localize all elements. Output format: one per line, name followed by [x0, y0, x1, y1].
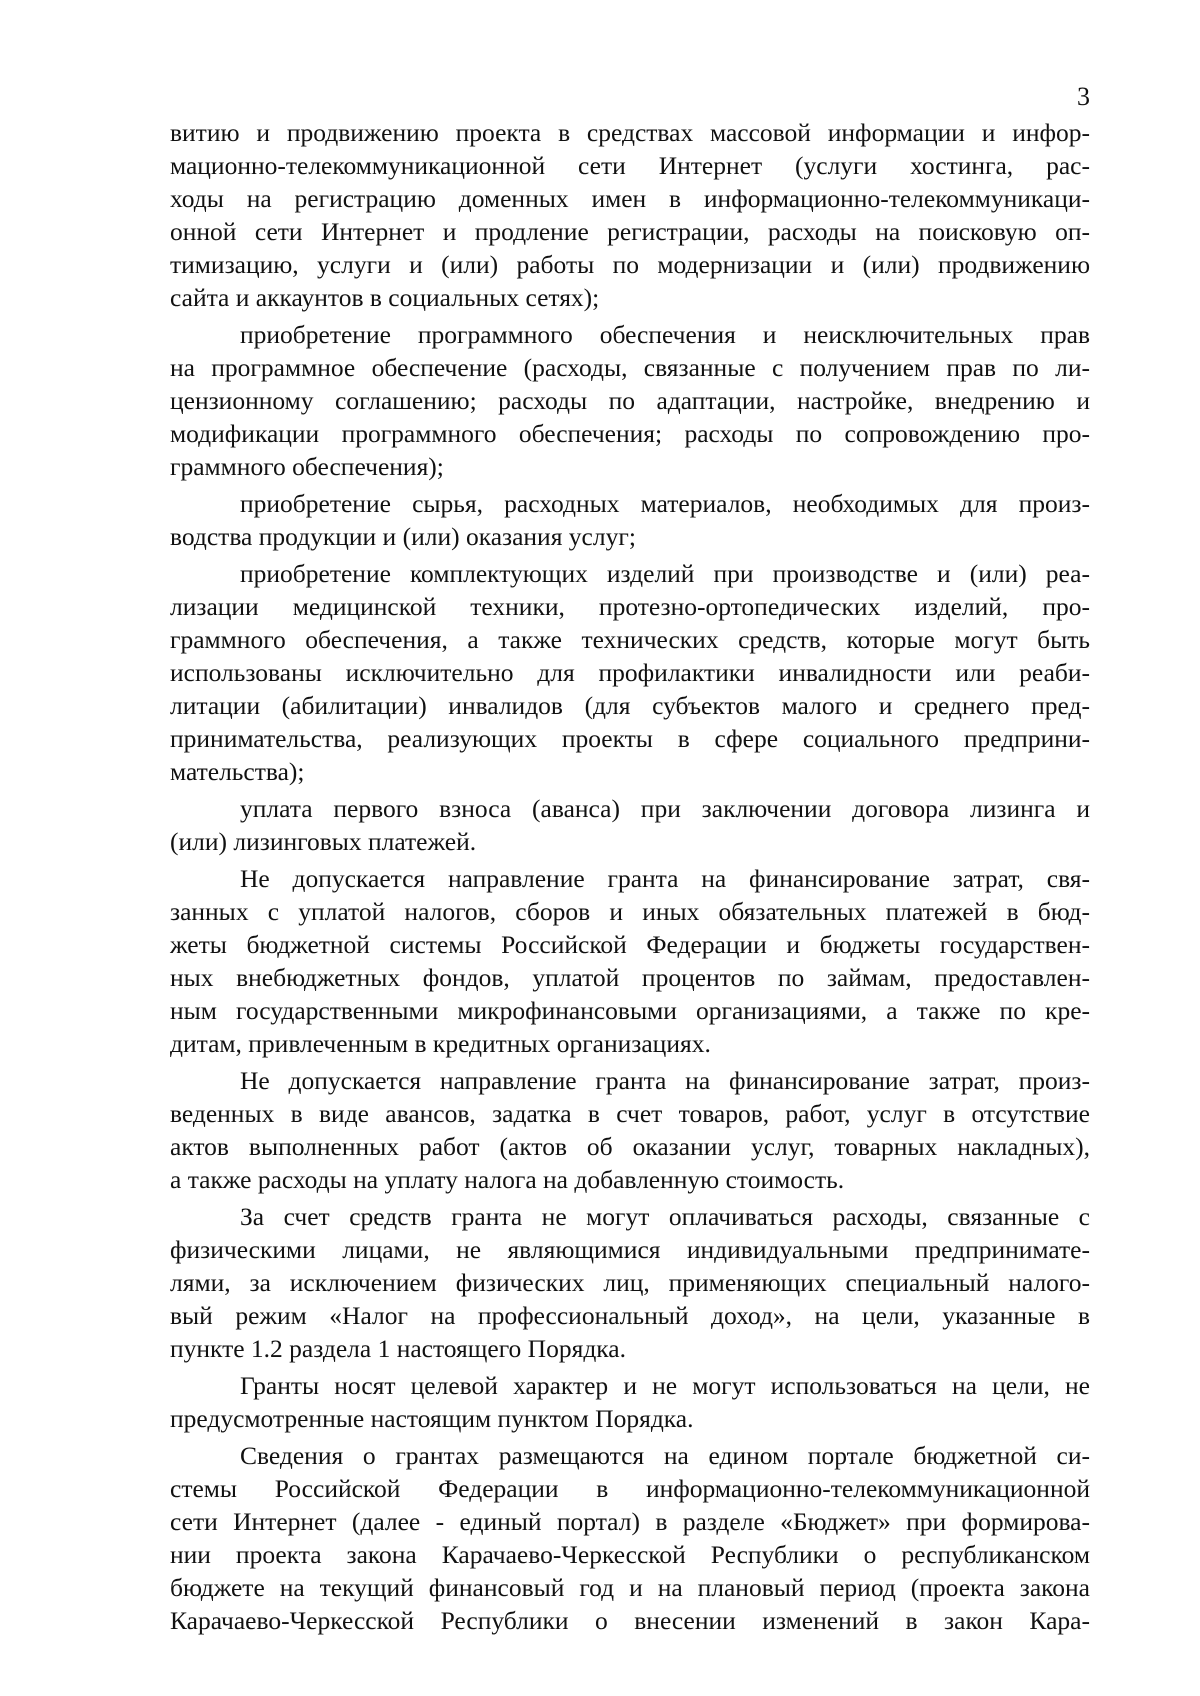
text-line: мационно-телекоммуникационной сети Интернет (услуги хостинга, рас-	[170, 151, 1090, 180]
text-line: предусмотренные настоящим пунктом Порядка.	[170, 1404, 694, 1433]
text-line: Карачаево-Черкесской Республики о внесении изменений в закон Кара-	[170, 1606, 1090, 1635]
paragraph	[170, 1369, 1090, 1435]
text-line: нии проекта закона Карачаево-Черкесской Республики о республиканском	[170, 1540, 1090, 1569]
text-line: водства продукции и (или) оказания услуг;	[170, 522, 636, 551]
paragraph	[170, 862, 1090, 1060]
paragraph	[170, 557, 1090, 788]
text-line: вый режим «Налог на профессиональный доход», на цели, указанные в	[170, 1301, 1090, 1330]
paragraph	[170, 116, 1090, 314]
text-line: витию и продвижению проекта в средствах массовой информации и инфор-	[170, 118, 1090, 147]
text-line: Гранты носят целевой характер и не могут использоваться на цели, не	[240, 1371, 1090, 1400]
paragraph	[170, 1064, 1090, 1196]
text-line: уплата первого взноса (аванса) при заключении договора лизинга и	[240, 794, 1090, 823]
text-line: стемы Российской Федерации в информационно-телекоммуникационной	[170, 1474, 1090, 1503]
paragraph	[170, 487, 1090, 553]
text-line: веденных в виде авансов, задатка в счет товаров, работ, услуг в отсутствие	[170, 1099, 1090, 1128]
text-line: приобретение комплектующих изделий при производстве и (или) реа-	[240, 559, 1090, 588]
text-line: ных внебюджетных фондов, уплатой процентов по займам, предоставлен-	[170, 963, 1090, 992]
text-line: на программное обеспечение (расходы, связанные с получением прав по ли-	[170, 353, 1090, 382]
text-line: приобретение сырья, расходных материалов, необходимых для произ-	[240, 489, 1090, 518]
text-line: цензионному соглашению; расходы по адаптации, настройке, внедрению и	[170, 386, 1090, 415]
text-line: актов выполненных работ (актов об оказании услуг, товарных накладных),	[170, 1132, 1090, 1161]
paragraph	[170, 792, 1090, 858]
text-line: сайта и аккаунтов в социальных сетях);	[170, 283, 600, 312]
text-line: граммного обеспечения);	[170, 452, 444, 481]
text-line: тимизацию, услуги и (или) работы по модернизации и (или) продвижению	[170, 250, 1090, 279]
text-line: онной сети Интернет и продление регистрации, расходы на поисковую оп-	[170, 217, 1090, 246]
text-line: физическими лицами, не являющимися индивидуальными предпринимате-	[170, 1235, 1090, 1264]
page-number: 3	[1077, 82, 1090, 111]
text-line: лями, за исключением физических лиц, применяющих специальный налого-	[170, 1268, 1090, 1297]
paragraph	[170, 1200, 1090, 1365]
text-line: граммного обеспечения, а также технических средств, которые могут быть	[170, 625, 1090, 654]
document-body	[170, 116, 1090, 1637]
text-line: литации (абилитации) инвалидов (для субъектов малого и среднего пред-	[170, 691, 1090, 720]
text-line: приобретение программного обеспечения и неисключительных прав	[240, 320, 1090, 349]
text-line: Не допускается направление гранта на финансирование затрат, свя-	[240, 864, 1090, 893]
text-line: принимательства, реализующих проекты в сфере социального предприни-	[170, 724, 1090, 753]
paragraph	[170, 318, 1090, 483]
paragraph	[170, 1439, 1090, 1637]
text-line: использованы исключительно для профилактики инвалидности или реаби-	[170, 658, 1090, 687]
text-line: а также расходы на уплату налога на добавленную стоимость.	[170, 1165, 845, 1194]
text-line: Не допускается направление гранта на финансирование затрат, произ-	[240, 1066, 1090, 1095]
text-line: ходы на регистрацию доменных имен в информационно-телекоммуникаци-	[170, 184, 1090, 213]
text-line: дитам, привлеченным в кредитных организациях.	[170, 1029, 711, 1058]
text-line: сети Интернет (далее - единый портал) в разделе «Бюджет» при формирова-	[170, 1507, 1090, 1536]
text-line: ным государственными микрофинансовыми организациями, а также по кре-	[170, 996, 1090, 1025]
text-line: бюджете на текущий финансовый год и на плановый период (проекта закона	[170, 1573, 1090, 1602]
text-line: (или) лизинговых платежей.	[170, 827, 477, 856]
text-line: модификации программного обеспечения; расходы по сопровождению про-	[170, 419, 1090, 448]
text-line: пункте 1.2 раздела 1 настоящего Порядка.	[170, 1334, 626, 1363]
text-line: жеты бюджетной системы Российской Федерации и бюджеты государствен-	[170, 930, 1090, 959]
text-line: занных с уплатой налогов, сборов и иных обязательных платежей в бюд-	[170, 897, 1090, 926]
text-line: мательства);	[170, 757, 305, 786]
text-line: За счет средств гранта не могут оплачиваться расходы, связанные с	[240, 1202, 1090, 1231]
text-line: Сведения о грантах размещаются на едином портале бюджетной си-	[240, 1441, 1090, 1470]
text-line: лизации медицинской техники, протезно-ортопедических изделий, про-	[170, 592, 1090, 621]
